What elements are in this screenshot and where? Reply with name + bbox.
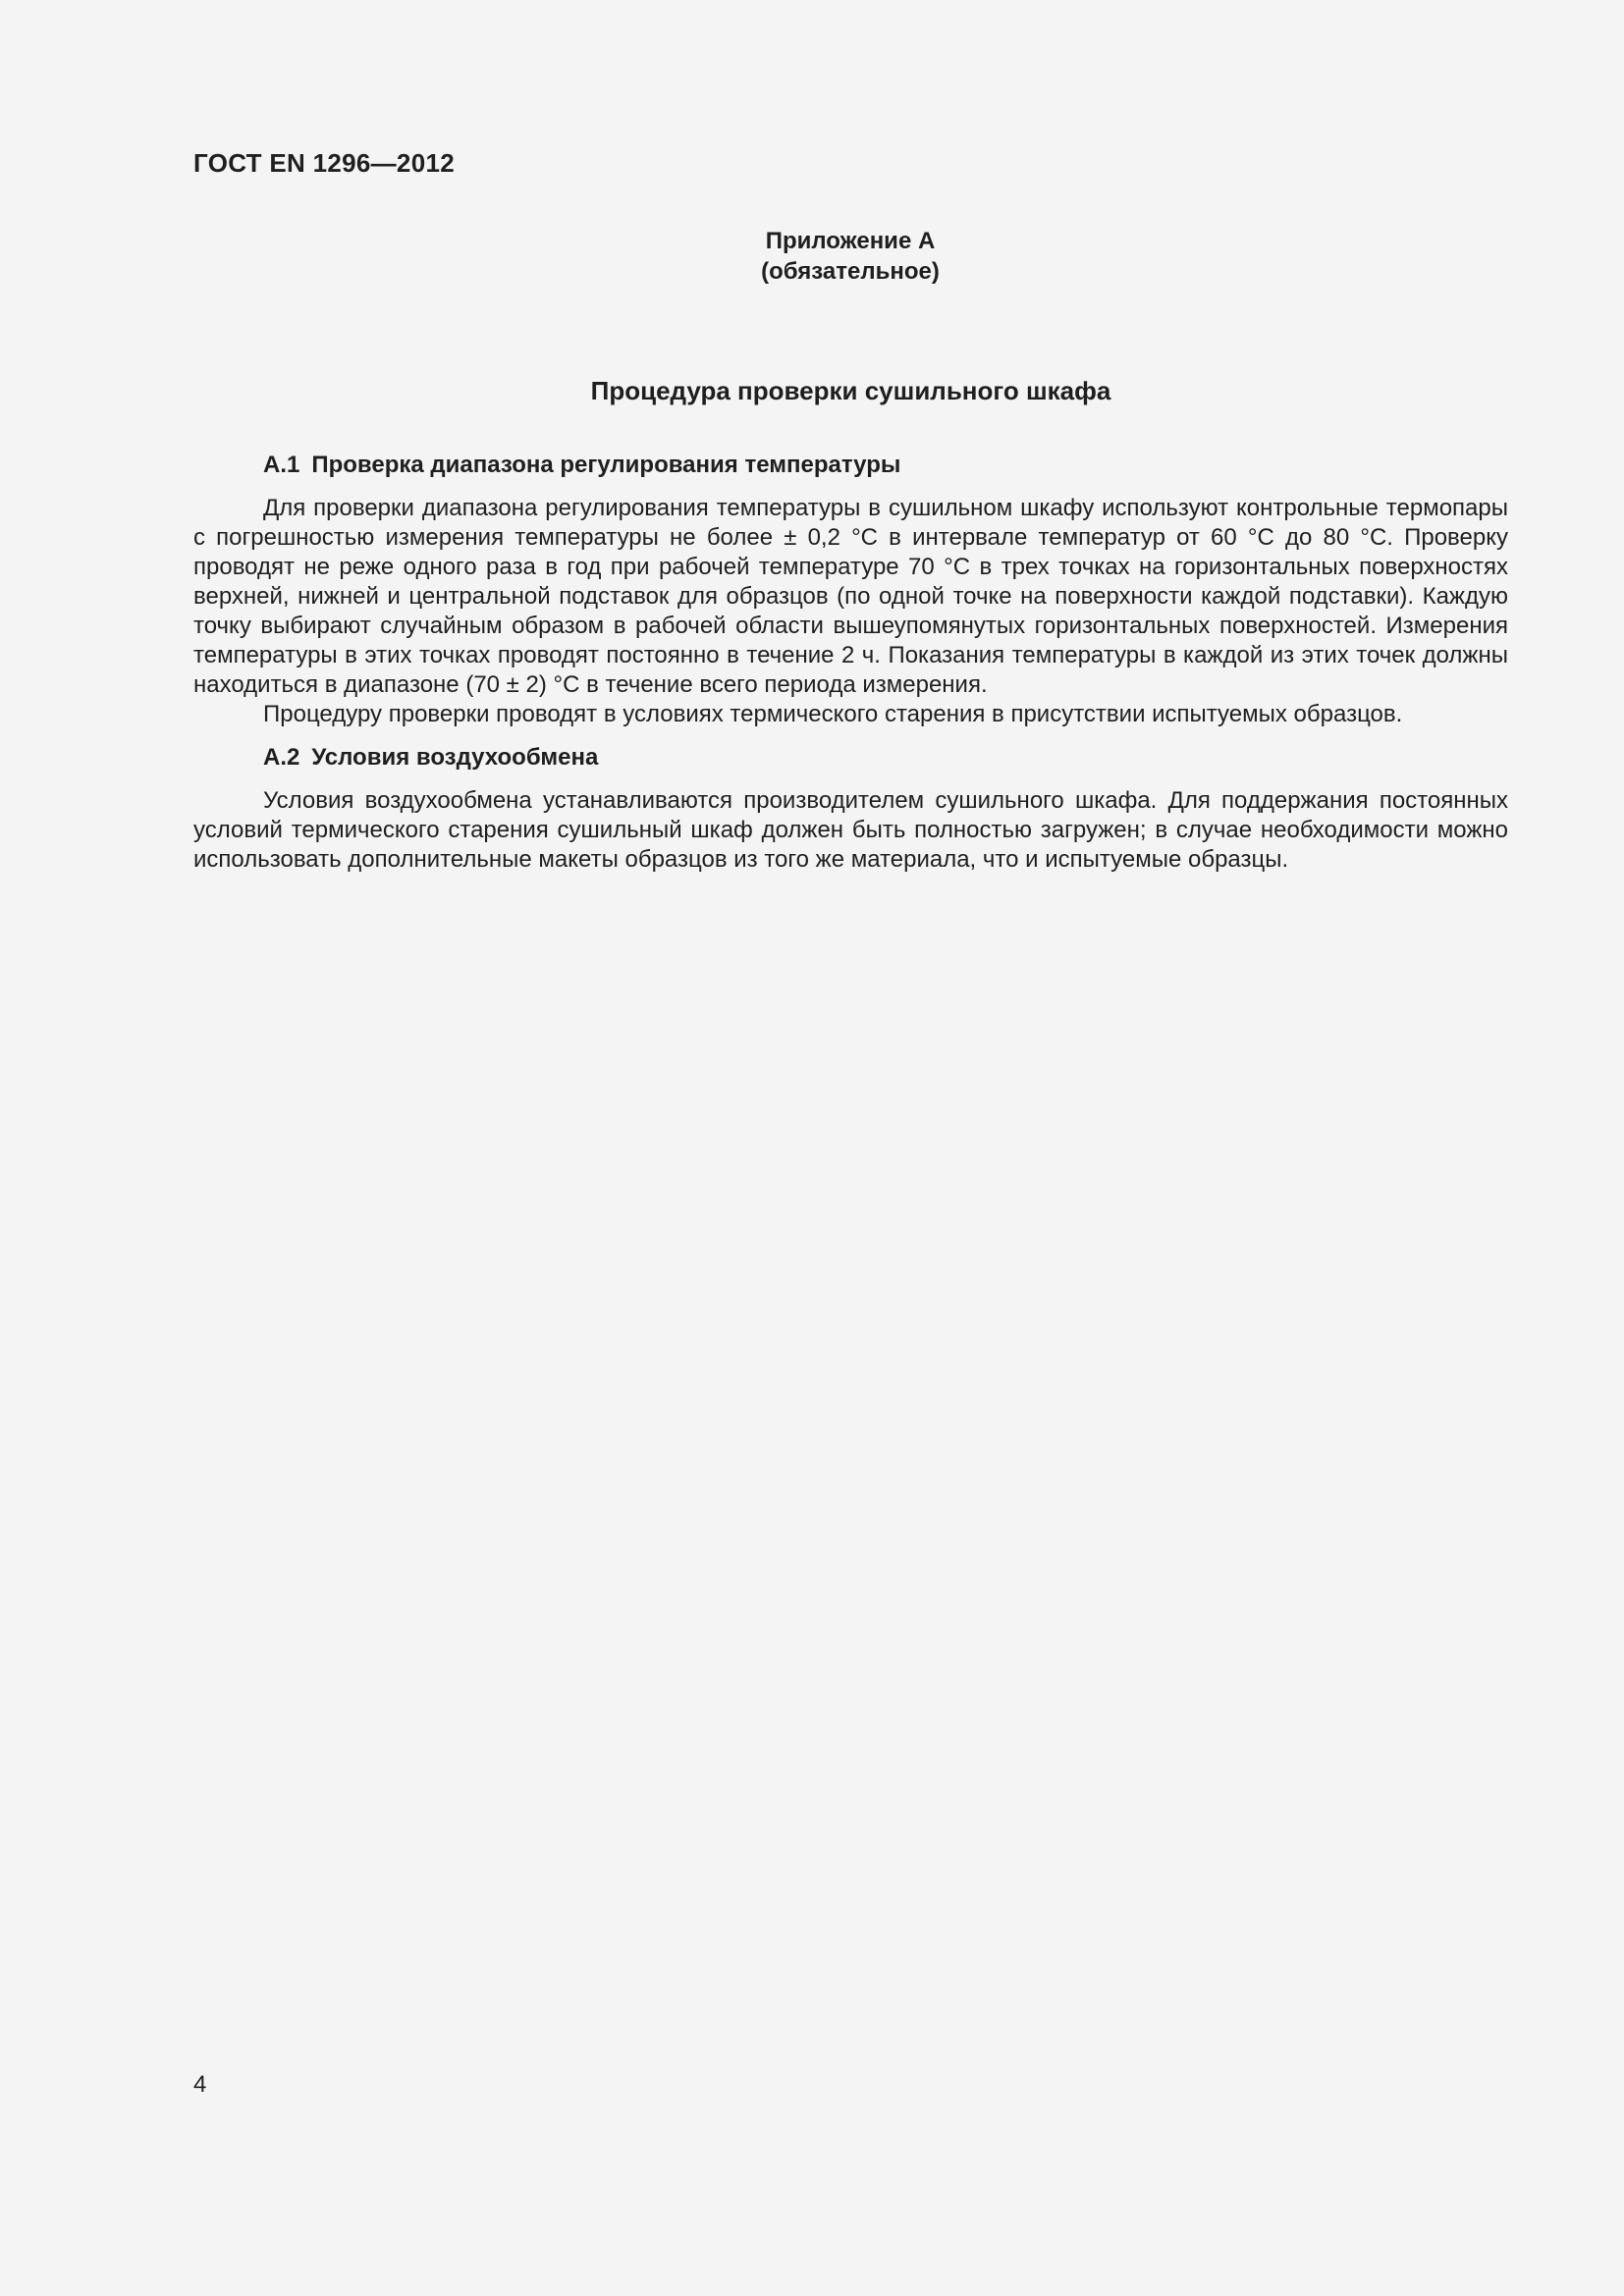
appendix-title: Приложение А: [765, 228, 936, 254]
document-code: ГОСТ EN 1296—2012: [193, 148, 455, 178]
paragraph: Условия воздухообмена устанавливаются производителем сушильного шкафа. Для поддержания постоянных условий термического старения сушильный шкаф должен быть полностью загружен; в случае необходимости можно использовать дополнительные макеты образцов из того же материала, что и испытуемые образцы.: [193, 787, 1508, 873]
subsection-title: Проверка диапазона регулирования температуры: [311, 452, 901, 478]
subsection-heading-a1: [193, 451, 1508, 480]
appendix-heading: [752, 226, 948, 287]
subsection-number: А.2: [263, 744, 300, 771]
document-body: [193, 451, 1508, 875]
subsection-title: Условия воздухообмена: [311, 744, 599, 771]
subsection-number: А.1: [263, 452, 300, 478]
paragraph: Для проверки диапазона регулирования температуры в сушильном шкафу используют контрольные термопары с погрешностью измерения температуры не более ± 0,2 °С в интервале температур от 60 °С до 80 °С. Проверку проводят не реже одного раза в год при рабочей температуре 70 °С в трех точках на горизонтальных поверхностях верхней, нижней и центральной подставок для образцов (по одной точке на поверхности каждой подставки). Каждую точку выбирают случайным образом в рабочей области вышеупомянутых горизонтальных поверхностей. Измерения температуры в этих точках проводят постоянно в течение 2 ч. Показания температуры в каждой из этих точек должны находиться в диапазоне (70 ± 2) °С в течение всего периода измерения.: [193, 495, 1508, 698]
section-title: Процедура проверки сушильного шкафа: [590, 376, 1111, 405]
page-number: 4: [193, 2071, 207, 2098]
paragraph: Процедуру проверки проводят в условиях термического старения в присутствии испытуемых образцов.: [263, 701, 1403, 727]
appendix-status: (обязательное): [761, 258, 940, 285]
subsection-heading-a2: [193, 743, 1508, 773]
